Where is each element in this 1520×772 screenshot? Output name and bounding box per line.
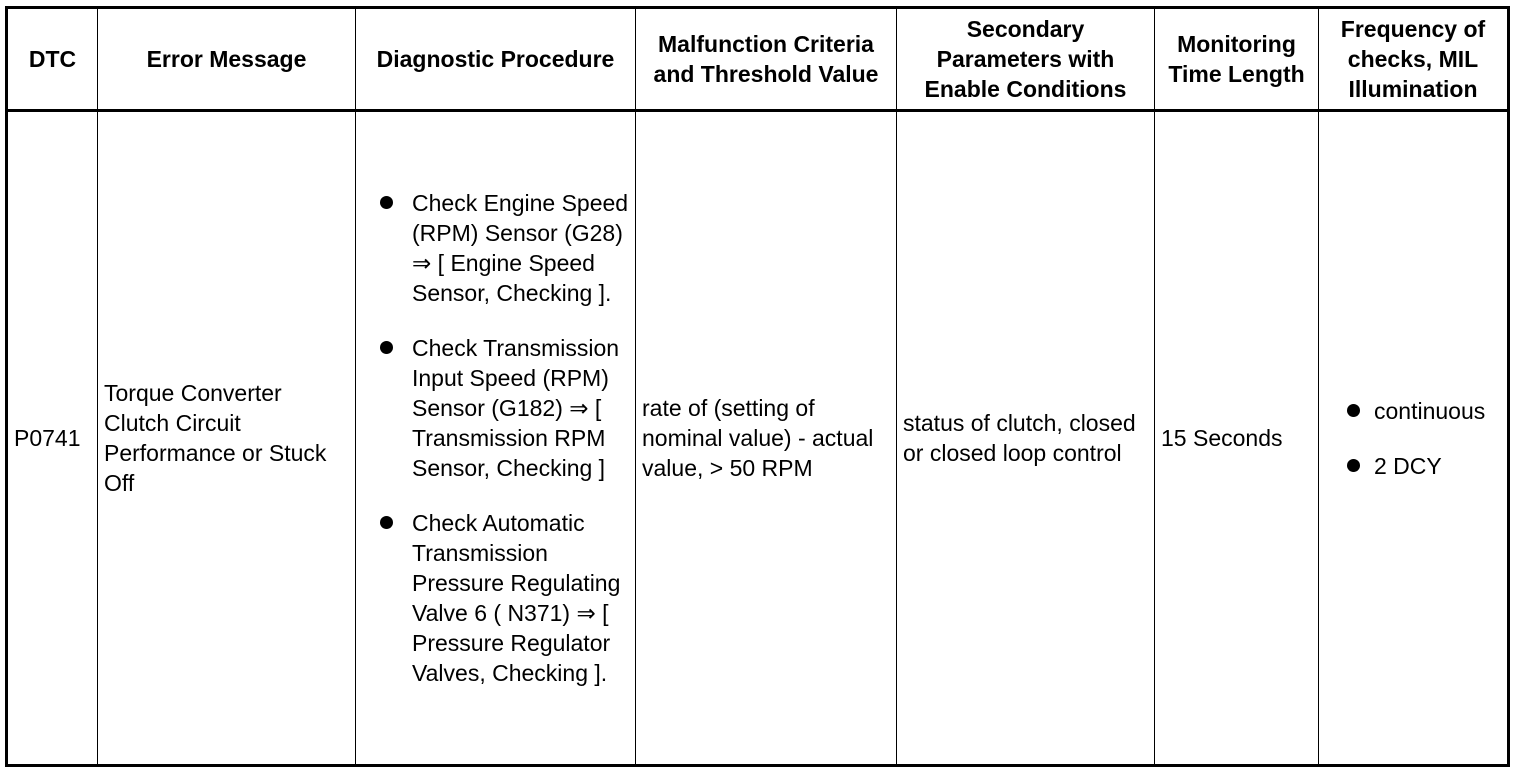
frequency-item: continuous xyxy=(1325,396,1503,426)
header-diagnostic-procedure: Diagnostic Procedure xyxy=(356,8,636,111)
cell-monitoring-time: 15 Seconds xyxy=(1155,111,1319,766)
cell-diagnostic-procedure xyxy=(356,111,636,766)
procedure-list xyxy=(362,188,631,688)
header-dtc: DTC xyxy=(7,8,98,111)
cell-dtc-code: P0741 xyxy=(7,111,98,766)
header-secondary-parameters: Secondary Parameters with Enable Conditions xyxy=(897,8,1155,111)
cell-malfunction-criteria: rate of (setting of nominal value) - actual value, > 50 RPM xyxy=(636,111,897,766)
cell-secondary-parameters: status of clutch, closed or closed loop control xyxy=(897,111,1155,766)
header-monitoring-time: Monitoring Time Length xyxy=(1155,8,1319,111)
table-row xyxy=(7,111,1509,766)
procedure-step: Check Transmission Input Speed (RPM) Sensor (G182) ⇒ [ Transmission RPM Sensor, Checking ] xyxy=(362,333,631,483)
header-error-message: Error Message xyxy=(98,8,356,111)
cell-error-message: Torque Converter Clutch Circuit Performance or Stuck Off xyxy=(98,111,356,766)
procedure-step: Check Engine Speed (RPM) Sensor (G28) ⇒ [ Engine Speed Sensor, Checking ]. xyxy=(362,188,631,308)
dtc-table xyxy=(5,6,1510,767)
header-malfunction-criteria: Malfunction Criteria and Threshold Value xyxy=(636,8,897,111)
frequency-list xyxy=(1325,396,1503,481)
frequency-item: 2 DCY xyxy=(1325,451,1503,481)
cell-frequency xyxy=(1319,111,1509,766)
procedure-step: Check Automatic Transmission Pressure Regulating Valve 6 ( N371) ⇒ [ Pressure Regulator Valves, Checking ]. xyxy=(362,508,631,688)
header-frequency: Frequency of checks, MIL Illumination xyxy=(1319,8,1509,111)
header-row xyxy=(7,8,1509,111)
